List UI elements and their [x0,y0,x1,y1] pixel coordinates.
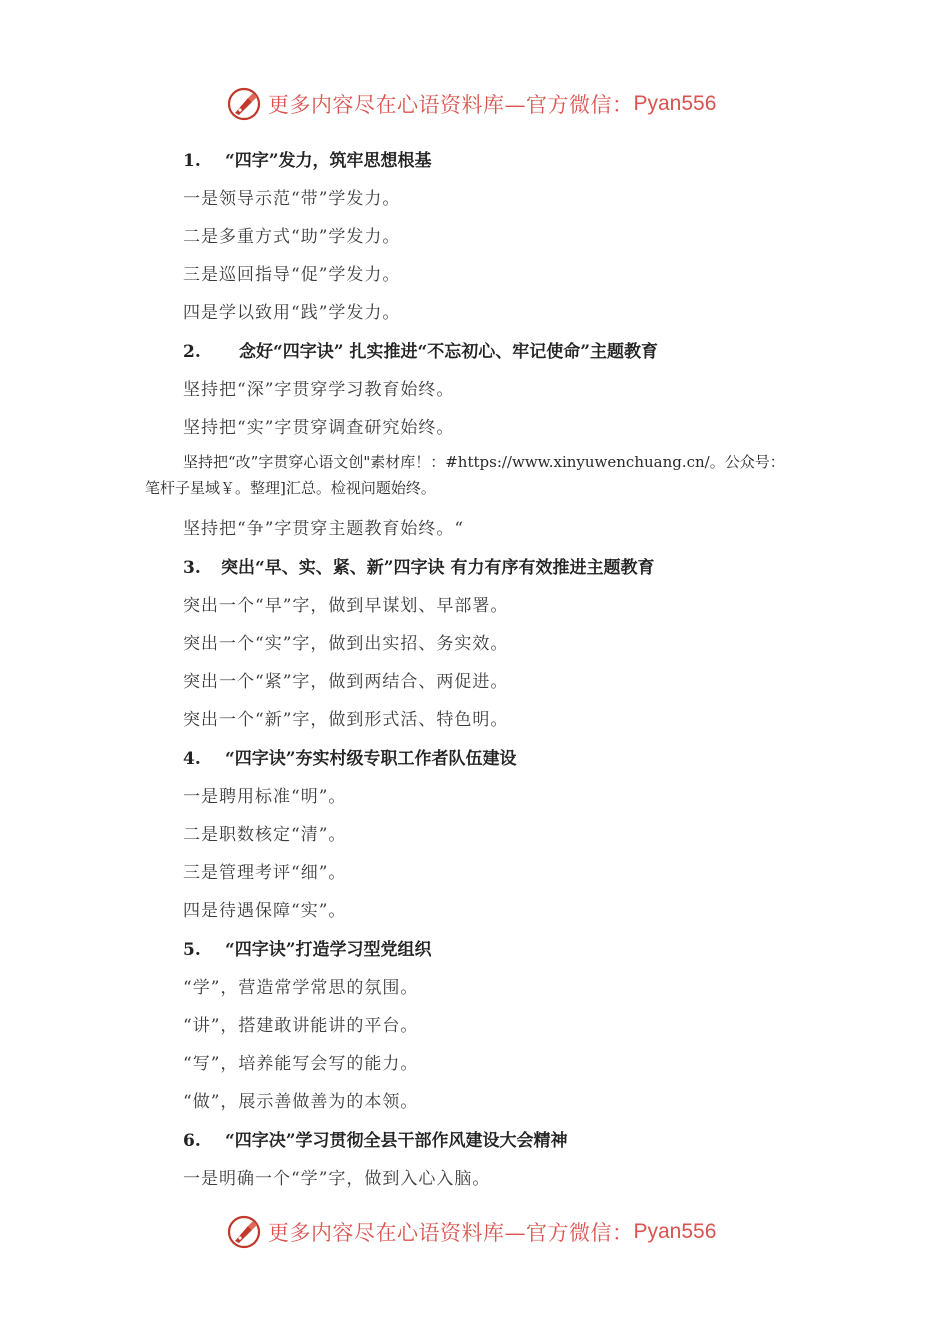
section-title: 突出“早、实、紧、新”四字诀 有力有序有效推进主题教育 [221,558,655,578]
section-number: 4. [183,749,201,769]
list-item: 三是巡回指导“促”学发力。 [183,265,401,285]
section-title: “四字诀”夯实村级专职工作者队伍建设 [225,749,517,769]
list-item: 突出一个“新”字，做到形式活、特色明。 [183,710,509,730]
section-heading [183,744,517,769]
list-item: 一是明确一个“学”字，做到入心入脑。 [183,1169,491,1189]
section-number: 6. [183,1131,201,1151]
section-number: 3. [183,558,201,578]
list-item: 一是聘用标准“明”。 [183,787,347,807]
list-item: 坚持把“争”字贯穿主题教育始终。“ [183,519,465,539]
banner-account: Pyan556 [633,92,717,115]
section-number: 2. [183,342,201,362]
list-item: 一是领导示范“带”学发力。 [183,189,401,209]
section-title: “四字诀”打造学习型党组织 [225,940,432,960]
list-item: “学”，营造常学常思的氛围。 [183,978,419,998]
section-title: “四字决”学习贯彻全县干部作风建设大会精神 [225,1131,568,1151]
list-item: 三是管理考评“细”。 [183,863,347,883]
section-title: “四字”发力，筑牢思想根基 [225,151,432,171]
list-item: 突出一个“早”字，做到早谋划、早部署。 [183,596,509,616]
section-title: 念好“四字诀” 扎实推进“不忘初心、牢记使命”主题教育 [239,342,659,362]
footer-banner [226,1212,746,1252]
banner-text: 更多内容尽在心语资料库—官方微信： [268,93,634,117]
list-item-line: 坚持把“改”字贯穿心语文创"素材库！：#https://www.xinyuwenchuang.cn/。公众号： [183,453,785,471]
banner-text: 更多内容尽在心语资料库—官方微信： [268,1221,634,1245]
section-number: 5. [183,940,201,960]
list-item: “写”，培养能写会写的能力。 [183,1054,419,1074]
list-item: 坚持把“实”字贯穿调查研究始终。 [183,418,455,438]
list-item: 二是多重方式“助”学发力。 [183,227,401,247]
list-item: “做”，展示善做善为的本领。 [183,1092,419,1112]
list-item: 坚持把“深”字贯穿学习教育始终。 [183,380,455,400]
list-item-line: 笔杆子星域￥。整理]汇总。检视问题始终。 [145,479,436,497]
list-item: 突出一个“紧”字，做到两结合、两促进。 [183,672,509,692]
list-item: 突出一个“实”字，做到出实招、务实效。 [183,634,509,654]
section-heading [183,337,658,362]
list-item: 四是学以致用“践”学发力。 [183,303,401,323]
pen-nib-icon [226,1214,262,1250]
banner-account: Pyan556 [633,1220,717,1243]
section-heading [183,146,432,171]
section-heading [183,935,432,960]
list-item: “讲”，搭建敢讲能讲的平台。 [183,1016,419,1036]
pen-nib-icon [226,86,262,122]
section-heading [183,553,654,578]
section-number: 1. [183,151,201,171]
header-banner [226,84,746,124]
list-item: 四是待遇保障“实”。 [183,901,347,921]
section-heading [183,1126,568,1151]
list-item: 二是职数核定“清”。 [183,825,347,845]
